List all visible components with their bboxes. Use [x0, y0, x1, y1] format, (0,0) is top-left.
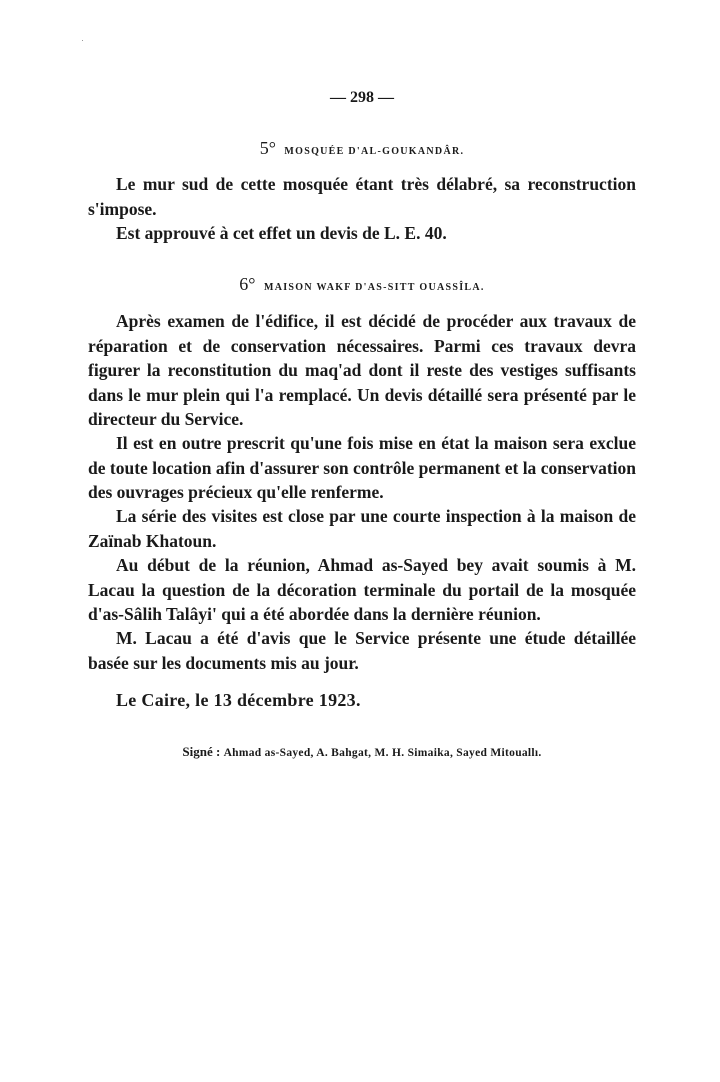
closing-date-line: Le Caire, le 13 décembre 1923. [116, 690, 361, 710]
section-heading-6 [88, 274, 636, 295]
section-title: MOSQUÉE D'AL-GOUKANDÂR. [284, 146, 465, 157]
signature-line [88, 744, 636, 760]
paragraph: Le mur sud de cette mosquée étant très délabré, sa reconstruction s'impose. [88, 174, 636, 219]
signature-label: Signé : [182, 744, 221, 759]
page-number: — 298 — [330, 89, 394, 106]
paragraph: Au début de la réunion, Ahmad as-Sayed bey avait soumis à M. Lacau la question de la décoration terminale du portail de la mosquée d'as-Sâlih Talâyi' qui a été abordée dans la dernière réunion. [88, 555, 636, 624]
signatory-names: Ahmad as-Sayed, A. Bahgat, M. H. Simaika, Sayed Mitouallı. [223, 747, 542, 759]
section-title: MAISON WAKF D'AS-SITT OUASSÎLA. [263, 282, 485, 293]
paragraph: Il est en outre prescrit qu'une fois mise en état la maison sera exclue de toute location afin d'assurer son contrôle permanent et la conservation des ouvrages précieux qu'elle renferme. [88, 433, 636, 502]
paragraph: La série des visites est close par une courte inspection à la maison de Zaïnab Khatoun. [88, 506, 636, 551]
paragraph: Est approuvé à cet effet un devis de L. E. 40. [116, 223, 447, 243]
margin-speck [82, 40, 83, 41]
section-heading-5 [88, 138, 636, 159]
paragraph: M. Lacau a été d'avis que le Service présente une étude détaillée basée sur les documents mis au jour. [88, 628, 636, 673]
section-number: 6° [239, 274, 256, 294]
section-number: 5° [259, 138, 276, 158]
paragraph: Après examen de l'édifice, il est décidé de procéder aux travaux de réparation et de conservation nécessaires. Parmi ces travaux devra figurer la reconstitution du maq'ad dont il reste des vestiges suffisants dans le mur plein qui l'a remplacé. Un devis détaillé sera présenté par le directeur du Service. [88, 311, 636, 429]
